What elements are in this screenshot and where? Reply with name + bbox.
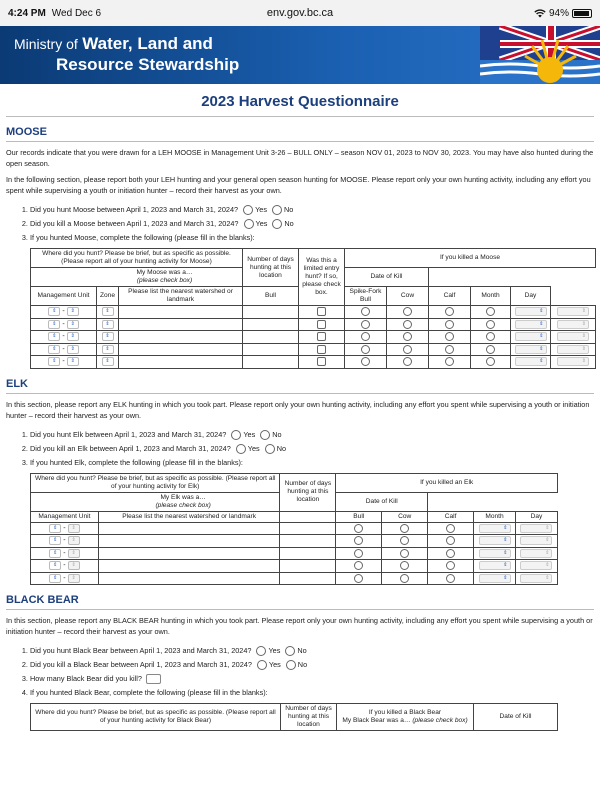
bear-th-where: Where did you hunt? Please be brief, but as specific as possible. (Please report all of your hunting activity for Black Bear) (31, 704, 281, 731)
bear-th-killed (337, 704, 474, 731)
month-select[interactable]: ⇕ (515, 332, 547, 341)
dash: - (63, 537, 66, 545)
elk-q2 (30, 442, 594, 456)
no-label: No (284, 205, 294, 214)
mu-region-select[interactable]: ⇕ (48, 345, 60, 354)
mu-number-select[interactable]: ⇕ (67, 307, 79, 316)
ministry-title (14, 34, 239, 75)
spike-fork-radio[interactable] (403, 345, 412, 354)
month-select[interactable]: ⇕ (479, 561, 511, 570)
moose-th-cow: Cow (387, 287, 429, 306)
landmark-input[interactable] (98, 522, 280, 535)
yes-label: Yes (268, 646, 281, 655)
bear-intro: In this section, please report any BLACK BEAR hunting in which you took part. Please report only your own hunting activity, including any effort you spent while supervising a youth or initiation hunter – record their harvest as your own. (6, 616, 593, 636)
no-label: No (276, 443, 287, 453)
days-input[interactable] (280, 522, 336, 535)
yes-label: Yes (247, 443, 260, 453)
no-label: No (272, 429, 282, 439)
table-row (31, 560, 558, 573)
month-select[interactable]: ⇕ (479, 574, 511, 583)
dash: - (63, 574, 66, 582)
table-row (31, 535, 558, 548)
black-bear-section (0, 594, 600, 731)
landmark-input[interactable] (98, 535, 280, 548)
moose-q2-yes-radio[interactable] (244, 219, 254, 229)
elk-intro: In this section, please report any ELK hunting in which you took part. Please report only your own hunting activity, including any effort you spent while supervising a youth or initiation hunter – record their harvest as your own. (6, 399, 590, 420)
table-row (31, 522, 558, 535)
mu-region-select[interactable]: ⇕ (49, 549, 61, 558)
elk-q2-no-radio[interactable] (265, 444, 275, 454)
day-select[interactable]: ⇕ (520, 549, 552, 558)
dash: - (63, 562, 66, 570)
moose-th-landmark: Please list the nearest watershed or landmark (119, 287, 243, 306)
landmark-input[interactable] (119, 343, 243, 356)
moose-th-calf: Calf (429, 287, 471, 306)
moose-q1-no-radio[interactable] (272, 205, 282, 215)
cow-radio[interactable] (400, 574, 409, 583)
moose-th-day: Day (511, 287, 551, 306)
spike-fork-radio[interactable] (403, 320, 412, 329)
bull-radio[interactable] (361, 345, 370, 354)
moose-th-mu: Management Unit (31, 287, 97, 306)
month-select[interactable]: ⇕ (515, 320, 547, 329)
bc-flag-icon (480, 26, 600, 84)
bull-radio[interactable] (361, 357, 370, 366)
mu-region-select[interactable]: ⇕ (48, 307, 60, 316)
day-select[interactable]: ⇕ (557, 345, 589, 354)
month-select[interactable]: ⇕ (515, 307, 547, 316)
cow-radio[interactable] (445, 307, 454, 316)
day-select[interactable]: ⇕ (557, 332, 589, 341)
moose-q2-no-radio[interactable] (272, 219, 282, 229)
elk-q2-text: Did you kill an Elk between April 1, 2023 and March 31, 2024? (30, 443, 231, 453)
moose-table (30, 248, 596, 369)
bull-radio[interactable] (354, 549, 363, 558)
dash: - (62, 345, 65, 353)
moose-th-bull: Bull (243, 287, 299, 306)
bear-th-date: Date of Kill (474, 704, 558, 731)
dash: - (63, 524, 66, 532)
elk-th-was-text: My Elk was a… (160, 493, 206, 501)
ministry-prefix: Ministry of (14, 36, 78, 52)
moose-th-where: Where did you hunt? Please be brief, but as specific as possible. (Please report all of your hunting activity for Moose) (31, 249, 243, 268)
elk-th-bull: Bull (336, 511, 382, 522)
moose-section (0, 126, 600, 369)
mu-number-select[interactable]: ⇕ (67, 320, 79, 329)
dash: - (63, 549, 66, 557)
calf-radio[interactable] (446, 536, 455, 545)
mu-number-select[interactable]: ⇕ (68, 574, 80, 583)
bear-q4: 4. If you hunted Black Bear, complete the following (please fill in the blanks): (30, 686, 594, 700)
landmark-input[interactable] (98, 560, 280, 573)
page-title: 2023 Harvest Questionnaire (6, 84, 594, 117)
wifi-icon (534, 9, 546, 18)
calf-radio[interactable] (486, 345, 495, 354)
bear-q3 (30, 672, 594, 686)
dash: - (62, 308, 65, 316)
table-row (31, 306, 596, 319)
elk-th-day: Day (515, 511, 557, 522)
days-input[interactable] (243, 306, 299, 319)
zone-select[interactable]: ⇕ (102, 307, 114, 316)
cow-radio[interactable] (445, 357, 454, 366)
leh-checkbox[interactable] (317, 345, 326, 354)
landmark-input[interactable] (119, 318, 243, 331)
month-select[interactable]: ⇕ (479, 524, 511, 533)
address-bar[interactable]: env.gov.bc.ca (266, 7, 334, 19)
no-label: No (297, 660, 308, 669)
bear-th-days: Number of days hunting at this location (281, 704, 337, 731)
bear-th-killed-text: If you killed a Black Bear (368, 709, 442, 716)
status-right (534, 8, 592, 19)
days-input[interactable] (243, 318, 299, 331)
table-row (31, 343, 596, 356)
moose-heading: MOOSE (6, 126, 594, 142)
elk-th-date: Date of Kill (336, 492, 428, 511)
bear-q2-no-radio[interactable] (286, 660, 296, 670)
status-time: 4:24 PM (8, 7, 46, 19)
day-select[interactable]: ⇕ (520, 524, 552, 533)
moose-th-killed: If you killed a Moose (345, 249, 596, 268)
elk-heading: ELK (6, 378, 594, 394)
dash: - (62, 358, 65, 366)
mu-region-select[interactable]: ⇕ (48, 357, 60, 366)
mu-number-select[interactable]: ⇕ (68, 524, 80, 533)
yes-label: Yes (243, 429, 256, 439)
ministry-line2: Resource Stewardship (56, 55, 240, 74)
days-input[interactable] (280, 535, 336, 548)
landmark-input[interactable] (98, 572, 280, 585)
cow-radio[interactable] (445, 345, 454, 354)
bull-radio[interactable] (361, 320, 370, 329)
cow-radio[interactable] (400, 549, 409, 558)
calf-radio[interactable] (486, 357, 495, 366)
elk-th-mu: Management Unit (31, 511, 99, 522)
calf-radio[interactable] (446, 561, 455, 570)
moose-questions (30, 203, 594, 245)
elk-th-killed: If you killed an Elk (336, 473, 558, 492)
table-row (31, 318, 596, 331)
moose-q1 (30, 203, 594, 217)
elk-questions (30, 428, 594, 470)
bear-q2 (30, 658, 594, 672)
mu-number-select[interactable]: ⇕ (67, 345, 79, 354)
mu-region-select[interactable]: ⇕ (48, 332, 60, 341)
mu-number-select[interactable]: ⇕ (68, 561, 80, 570)
mu-region-select[interactable]: ⇕ (49, 536, 61, 545)
landmark-input[interactable] (98, 547, 280, 560)
bull-radio[interactable] (361, 332, 370, 341)
calf-radio[interactable] (486, 332, 495, 341)
bear-q1 (30, 644, 594, 658)
zone-select[interactable]: ⇕ (102, 357, 114, 366)
elk-q1-yes-radio[interactable] (231, 430, 241, 440)
day-select[interactable]: ⇕ (520, 561, 552, 570)
status-date: Wed Dec 6 (51, 7, 102, 19)
battery-percent: 94% (548, 7, 569, 19)
dash: - (62, 320, 65, 328)
mu-region-select[interactable]: ⇕ (49, 574, 61, 583)
moose-q3: 3. If you hunted Moose, complete the following (please fill in the blanks): (30, 231, 594, 245)
moose-th-check: (please check box) (136, 277, 193, 284)
elk-table (30, 473, 558, 586)
bull-radio[interactable] (354, 524, 363, 533)
month-select[interactable]: ⇕ (479, 549, 511, 558)
elk-th-landmark: Please list the nearest watershed or landmark (98, 511, 280, 522)
days-input[interactable] (243, 331, 299, 344)
calf-radio[interactable] (446, 574, 455, 583)
landmark-input[interactable] (119, 306, 243, 319)
bear-table (30, 703, 558, 731)
mu-number-select[interactable]: ⇕ (68, 549, 80, 558)
days-input[interactable] (280, 547, 336, 560)
elk-q2-yes-radio[interactable] (236, 444, 246, 454)
day-select[interactable]: ⇕ (520, 574, 552, 583)
bull-radio[interactable] (354, 574, 363, 583)
cow-radio[interactable] (400, 561, 409, 570)
yes-label: Yes (268, 660, 281, 669)
elk-th-month: Month (474, 511, 516, 522)
bear-th-check: (please check box) (412, 717, 468, 724)
bear-q1-text: Did you hunt Black Bear between April 1, 2023 and March 31, 2024? (30, 646, 252, 655)
moose-th-zone: Zone (97, 287, 119, 306)
table-row (31, 547, 558, 560)
no-label: No (297, 646, 307, 655)
moose-th-month: Month (471, 287, 511, 306)
elk-th-where: Where did you hunt? Please be brief, but as specific as possible. (Please report all of your hunting activity for Elk) (31, 473, 280, 492)
mu-region-select[interactable]: ⇕ (48, 320, 60, 329)
moose-q1-text: Did you hunt Moose between April 1, 2023 and March 31, 2024? (30, 205, 239, 214)
elk-q3: 3. If you hunted Elk, complete the following (please fill in the blanks): (30, 456, 594, 470)
cow-radio[interactable] (400, 524, 409, 533)
elk-q1-no-radio[interactable] (260, 430, 270, 440)
day-select[interactable]: ⇕ (557, 357, 589, 366)
days-input[interactable] (280, 560, 336, 573)
spike-fork-radio[interactable] (403, 307, 412, 316)
calf-radio[interactable] (486, 320, 495, 329)
table-row (31, 356, 596, 369)
mu-region-select[interactable]: ⇕ (49, 524, 61, 533)
bear-heading: BLACK BEAR (6, 594, 594, 610)
month-select[interactable]: ⇕ (515, 357, 547, 366)
elk-th-check: (please check box) (155, 501, 211, 509)
mu-number-select[interactable]: ⇕ (67, 357, 79, 366)
zone-select[interactable]: ⇕ (102, 320, 114, 329)
bear-q2-text: Did you kill a Black Bear between April 1, 2023 and March 31, 2024? (30, 660, 252, 669)
moose-intro: Our records indicate that you were drawn for a LEH MOOSE in Management Unit 3-26 – BULL ONLY – season NOV 01, 2023 to NOV 30, 2023. You may have also hunted during the open season. (6, 148, 594, 168)
moose-th-spike: Spike-Fork Bull (345, 287, 387, 306)
days-input[interactable] (243, 356, 299, 369)
bear-th-was: My Black Bear was a… (342, 717, 411, 724)
bear-q2-yes-radio[interactable] (257, 660, 267, 670)
yes-label: Yes (255, 219, 268, 228)
leh-checkbox[interactable] (317, 307, 326, 316)
day-select[interactable]: ⇕ (557, 320, 589, 329)
elk-q1-text: Did you hunt Elk between April 1, 2023 and March 31, 2024? (30, 429, 227, 439)
leh-checkbox[interactable] (317, 357, 326, 366)
no-label: No (284, 219, 294, 228)
cow-radio[interactable] (445, 320, 454, 329)
landmark-input[interactable] (119, 356, 243, 369)
day-select[interactable]: ⇕ (520, 536, 552, 545)
month-select[interactable]: ⇕ (479, 536, 511, 545)
moose-q2-text: Did you kill a Moose between April 1, 2023 and March 31, 2024? (30, 219, 239, 228)
bear-q1-no-radio[interactable] (285, 646, 295, 656)
calf-radio[interactable] (446, 524, 455, 533)
bear-q3-text: How many Black Bear did you kill? (30, 674, 142, 683)
moose-q1-yes-radio[interactable] (243, 205, 253, 215)
zone-select[interactable]: ⇕ (102, 345, 114, 354)
ministry-line1: Water, Land and (82, 34, 213, 53)
moose-instructions: In the following section, please report both your LEH hunting and your general open season hunting for MOOSE. Please report only your own hunting activity, including any effort you spent while supervising a youth or initiation hunter – record their harvest as your own. (6, 175, 591, 195)
month-select[interactable]: ⇕ (515, 345, 547, 354)
days-input[interactable] (280, 572, 336, 585)
bear-questions (30, 644, 594, 700)
elk-th-calf: Calf (428, 511, 474, 522)
dash: - (62, 333, 65, 341)
elk-th-days: Number of days hunting at this location (280, 473, 336, 511)
mu-region-select[interactable]: ⇕ (49, 561, 61, 570)
bull-radio[interactable] (354, 561, 363, 570)
bear-kill-count-input[interactable] (146, 674, 161, 684)
spike-fork-radio[interactable] (403, 332, 412, 341)
table-row (31, 572, 558, 585)
cow-radio[interactable] (400, 536, 409, 545)
elk-th-cow: Cow (382, 511, 428, 522)
status-bar (0, 0, 600, 26)
leh-checkbox[interactable] (317, 332, 326, 341)
elk-q1 (30, 428, 594, 442)
bull-radio[interactable] (361, 307, 370, 316)
table-row (31, 331, 596, 344)
mu-number-select[interactable]: ⇕ (67, 332, 79, 341)
bull-radio[interactable] (354, 536, 363, 545)
cow-radio[interactable] (445, 332, 454, 341)
spike-fork-radio[interactable] (403, 357, 412, 366)
landmark-input[interactable] (119, 331, 243, 344)
moose-th-was-text: My Moose was a… (136, 269, 193, 276)
mu-number-select[interactable]: ⇕ (68, 536, 80, 545)
yes-label: Yes (255, 205, 268, 214)
day-select[interactable]: ⇕ (557, 307, 589, 316)
calf-radio[interactable] (486, 307, 495, 316)
moose-q2 (30, 217, 594, 231)
days-input[interactable] (243, 343, 299, 356)
bear-q1-yes-radio[interactable] (256, 646, 266, 656)
moose-th-date: Date of Kill (345, 268, 429, 287)
calf-radio[interactable] (446, 549, 455, 558)
battery-icon (572, 9, 592, 18)
ministry-banner (0, 26, 600, 84)
zone-select[interactable]: ⇕ (102, 332, 114, 341)
moose-th-leh: Was this a limited entry hunt? If so, please check box. (299, 249, 345, 306)
leh-checkbox[interactable] (317, 320, 326, 329)
elk-section (0, 378, 600, 586)
moose-th-days: Number of days hunting at this location (243, 249, 299, 287)
